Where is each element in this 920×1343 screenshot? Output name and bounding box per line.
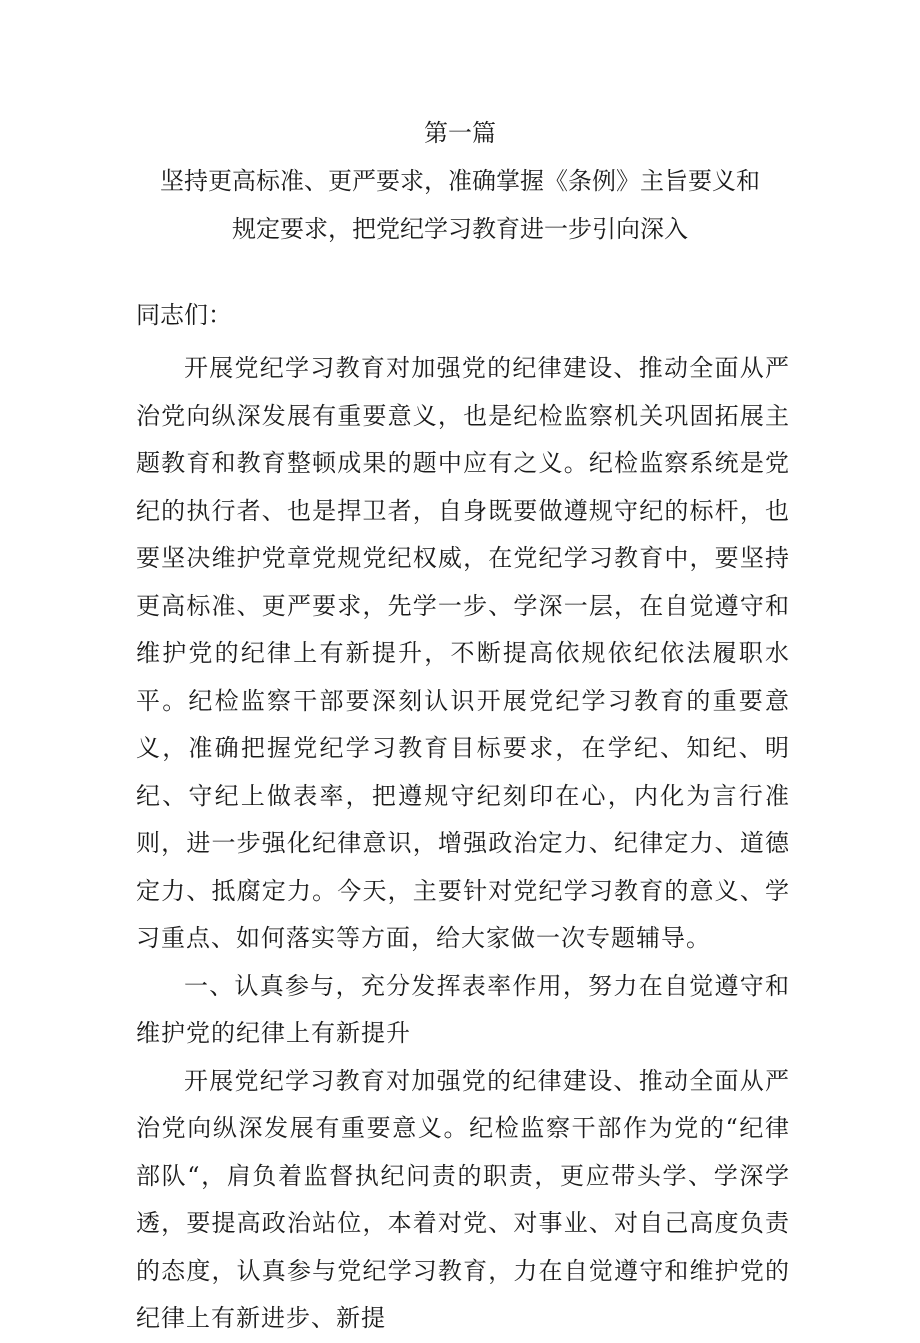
paragraph-intro: 开展党纪学习教育对加强党的纪律建设、推动全面从严治党向纵深发展有重要意义，也是纪检监察机关巩固拓展主题教育和教育整顿成果的题中应有之义。纪检监察系统是党纪的执行者、也是捍卫者，自身既要做遵规守纪的标杆，也要坚决维护党章党规党纪权威，在党纪学习教育中，要坚持更高标准、更严要求，先学一步、学深一层，在自觉遵守和维护党的纪律上有新提升，不断提高依规依纪依法履职水平。纪检监察干部要深刻认识开展党纪学习教育的重要意义，准确把握党纪学习教育目标要求，在学纪、知纪、明纪、守纪上做表率，把遵规守纪刻印在心，内化为言行准则，进一步强化纪律意识，增强政治定力、纪律定力、道德定力、抵腐定力。今天，主要针对党纪学习教育的意义、学习重点、如何落实等方面，给大家做一次专题辅导。 — [136, 354, 790, 952]
title-line-2: 规定要求，把党纪学习教育进一步引向深入 — [232, 215, 688, 243]
section-label: 第一篇 — [424, 119, 496, 147]
title-line-1: 坚持更高标准、更严要求，准确掌握《条例》主旨要义和 — [160, 167, 760, 195]
paragraph-section-1: 开展党纪学习教育对加强党的纪律建设、推动全面从严治党向纵深发展有重要意义。纪检监察干部作为党的“纪律部队“，肩负着监督执纪问责的职责，更应带头学、学深学透，要提高政治站位，本着对党、对事业、对自己高度负责的态度，认真参与党纪学习教育，力在自觉遵守和维护党的纪律上有新进步、新提 — [136, 1066, 790, 1332]
section-heading-1: 一、认真参与，充分发挥表率作用，努力在自觉遵守和维护党的纪律上有新提升 — [136, 971, 790, 1047]
document-body — [136, 345, 790, 1343]
salutation: 同志们： — [136, 301, 232, 329]
